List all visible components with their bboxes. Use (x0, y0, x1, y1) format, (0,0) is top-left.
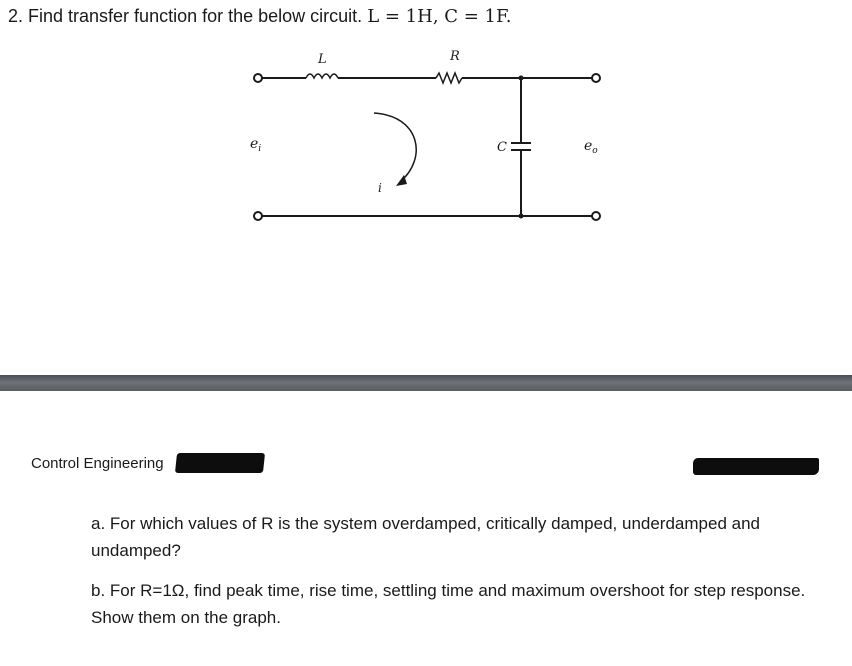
resistor-symbol (436, 73, 462, 83)
redaction-mark-left (175, 453, 265, 473)
node-dot-bottom (519, 214, 524, 219)
redaction-mark-right (693, 458, 819, 475)
input-terminal-top (254, 74, 262, 82)
output-terminal-top (592, 74, 600, 82)
question-part-a: a. For which values of R is the system overdamped, critically damped, underdamped and undamped? (91, 514, 760, 560)
page-separator-band (0, 375, 852, 391)
question-values: L = 1H, C = 1F. (367, 6, 512, 27)
node-dot-top (519, 76, 524, 81)
resistor-label: R (450, 49, 460, 64)
inductor-symbol (306, 74, 338, 78)
question-part-b: b. For R=1Ω, find peak time, rise time, settling time and maximum overshoot for step response. Show them on the graph. (91, 581, 806, 627)
capacitor-label: C (497, 140, 507, 155)
output-voltage-label: $e_o$ (584, 138, 598, 156)
inductor-label: L (318, 52, 327, 67)
question-prefix: 2. Find transfer function for the below circuit. (8, 6, 363, 26)
current-label: i (378, 181, 382, 195)
footer-course-title: Control Engineering (31, 455, 164, 472)
output-terminal-bottom (592, 212, 600, 220)
input-terminal-bottom (254, 212, 262, 220)
input-voltage-label: $e_i$ (250, 136, 262, 154)
current-arrow (374, 113, 416, 182)
